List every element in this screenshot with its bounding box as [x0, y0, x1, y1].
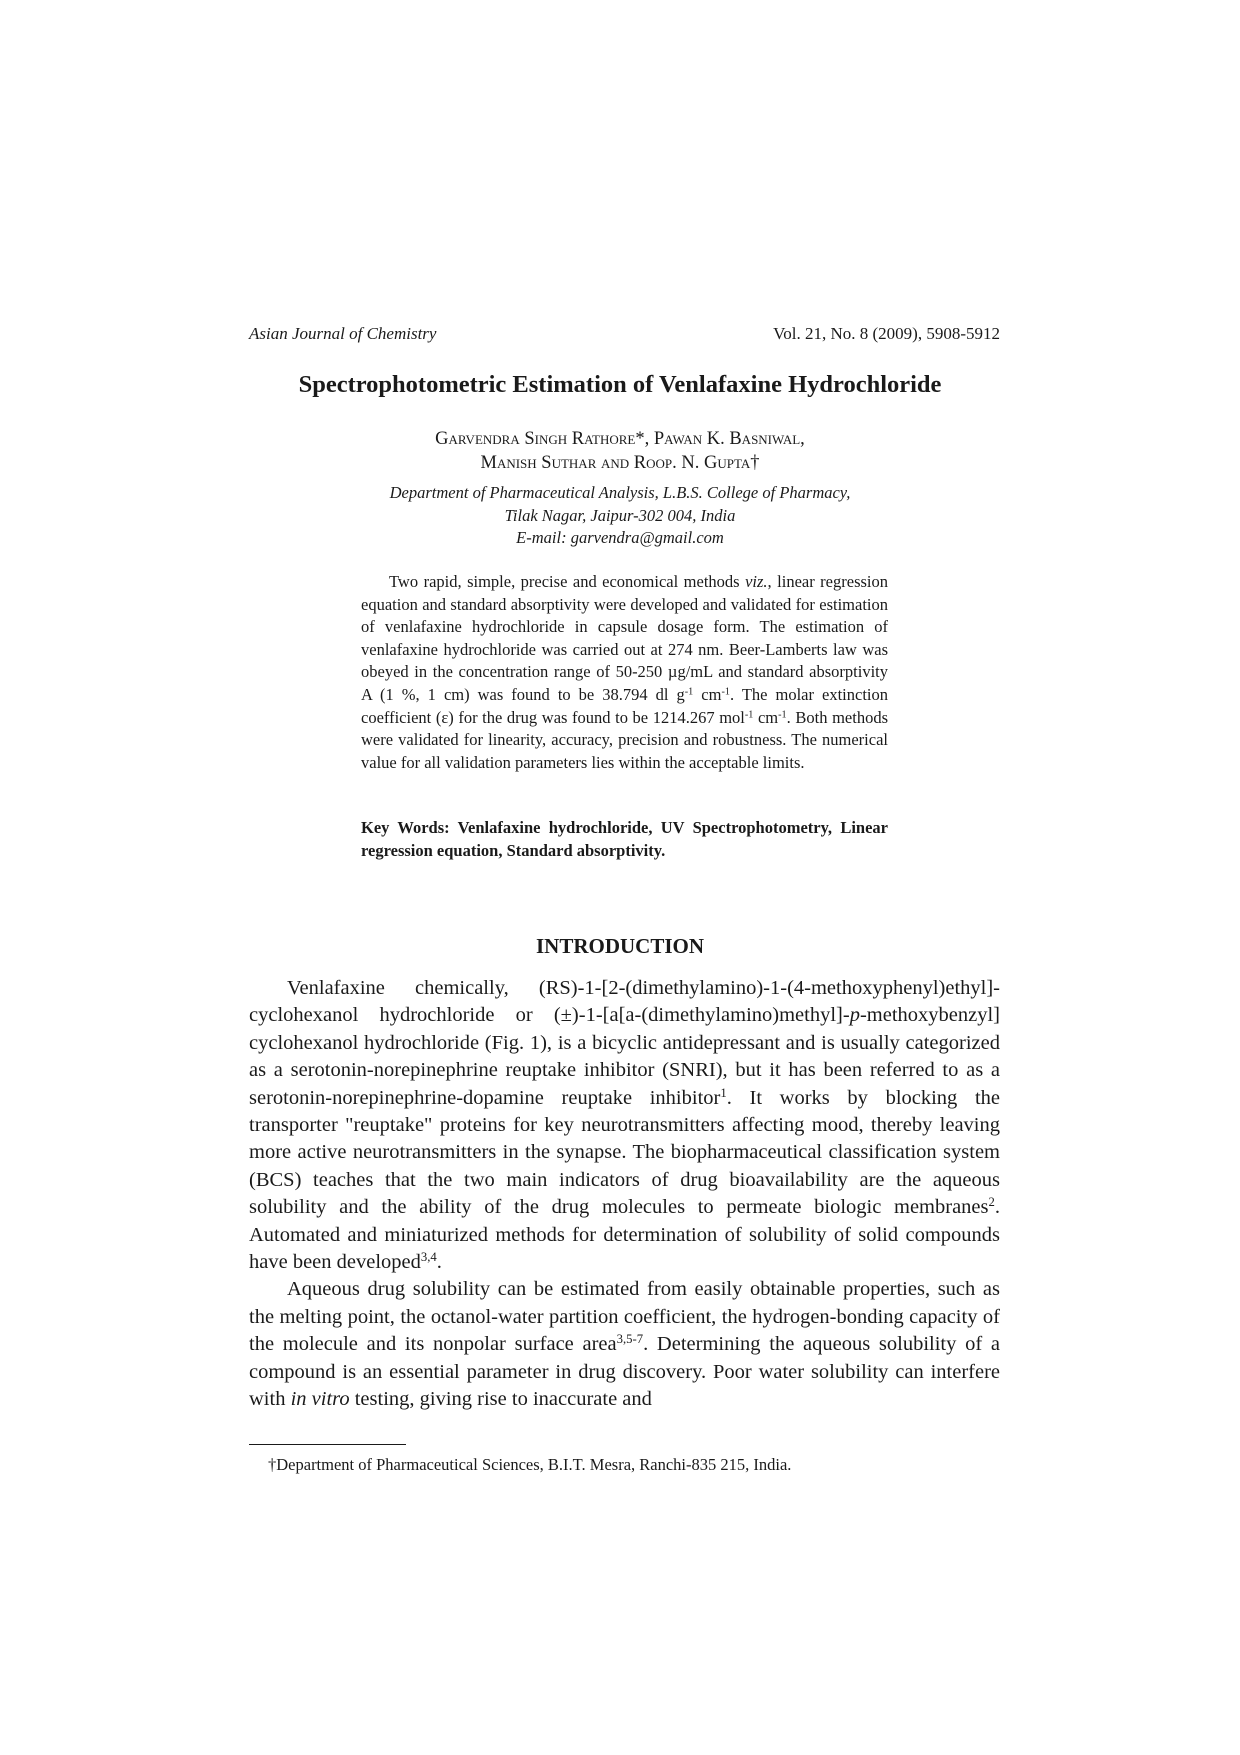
- section-heading-introduction: INTRODUCTION: [535, 934, 705, 958]
- journal-name: Asian Journal of Chemistry: [249, 324, 437, 343]
- footnote-rule: [249, 1444, 406, 1445]
- author-line-2: Manish Suthar and Roop. N. Gupta†: [480, 453, 760, 473]
- footnote: †Department of Pharmaceutical Sciences, B.I.T. Mesra, Ranchi-835 215, India.: [268, 1455, 792, 1474]
- author-line-1: Garvendra Singh Rathore*, Pawan K. Basniwal,: [435, 429, 805, 449]
- author-list: [0, 427, 1240, 475]
- introduction-body: [249, 975, 1000, 1414]
- paragraph: Venlafaxine chemically, (RS)-1-[2-(dimethylamino)-1-(4-methoxyphenyl)ethyl]-cyclohexanol hydrochloride or (±)-1-[a[a-(dimethylamino)methyl]-p-methoxybenzyl] cyclohexanol hydrochloride (Fig. 1), is a bicyclic antidepressant and is usually categorized as a serotonin-norepinephrine reuptake inhibitor (SNRI), but it has been referred to as a serotonin-norepinephrine-dopamine reuptake inhibitor$^1$. It works by blocking the transporter "reuptake" proteins for key neurotransmitters affecting mood, thereby leaving more active neurotransmitters in the synapse. The biopharmaceutical classification system (BCS) teaches that the two main indicators of drug bioavailability are the aqueous solubility and the ability of the drug molecules to permeate biologic membranes$^2$. Automated and miniaturized methods for determination of solubility of solid compounds have been developed$^{3,4}$.: [249, 977, 1000, 1274]
- affiliation: [0, 482, 1240, 550]
- abstract-text: Two rapid, simple, precise and economical methods viz., linear regression equation and standard absorptivity were developed and validated for estimation of venlafaxine hydrochloride in capsule dosage form. The estimation of venlafaxine hydrochloride was carried out at 274 nm. Beer-Lamberts law was obeyed in the concentration range of 50-250 µg/mL and standard absorptivity A (1 %, 1 cm) was found to be 38.794 dl $g^{-1}$ $cm^{-1}$. The molar extinction coefficient (ε) for the drug was found to be 1214.267 mol$^{-1}$ $cm^{-1}$. Both methods were validated for linearity, accuracy, precision and robustness. The numerical value for all validation parameters lies within the acceptable limits.: [361, 572, 888, 772]
- volume-info: Vol. 21, No. 8 (2009), 5908-5912: [773, 324, 1000, 343]
- affiliation-line-2: Tilak Nagar, Jaipur-302 004, India: [504, 505, 736, 525]
- author-email: E-mail: garvendra@gmail.com: [516, 528, 724, 547]
- keywords: Key Words: Venlafaxine hydrochloride, UV Spectrophotometry, Linear regression equation, Standard absorptivity.: [361, 818, 888, 860]
- affiliation-line-1: Department of Pharmaceutical Analysis, L.B.S. College of Pharmacy,: [389, 483, 851, 502]
- paper-title: Spectrophotometric Estimation of Venlafaxine Hydrochloride: [298, 371, 942, 398]
- abstract: [361, 571, 888, 774]
- paragraph: Aqueous drug solubility can be estimated from easily obtainable properties, such as the melting point, the octanol-water partition coefficient, the hydrogen-bonding capacity of the molecule and its nonpolar surface area$^{3,5-7}$. Determining the aqueous solubility of a compound is an essential parameter in drug discovery. Poor water solubility can interfere with in vitro testing, giving rise to inaccurate and: [249, 1278, 1000, 1411]
